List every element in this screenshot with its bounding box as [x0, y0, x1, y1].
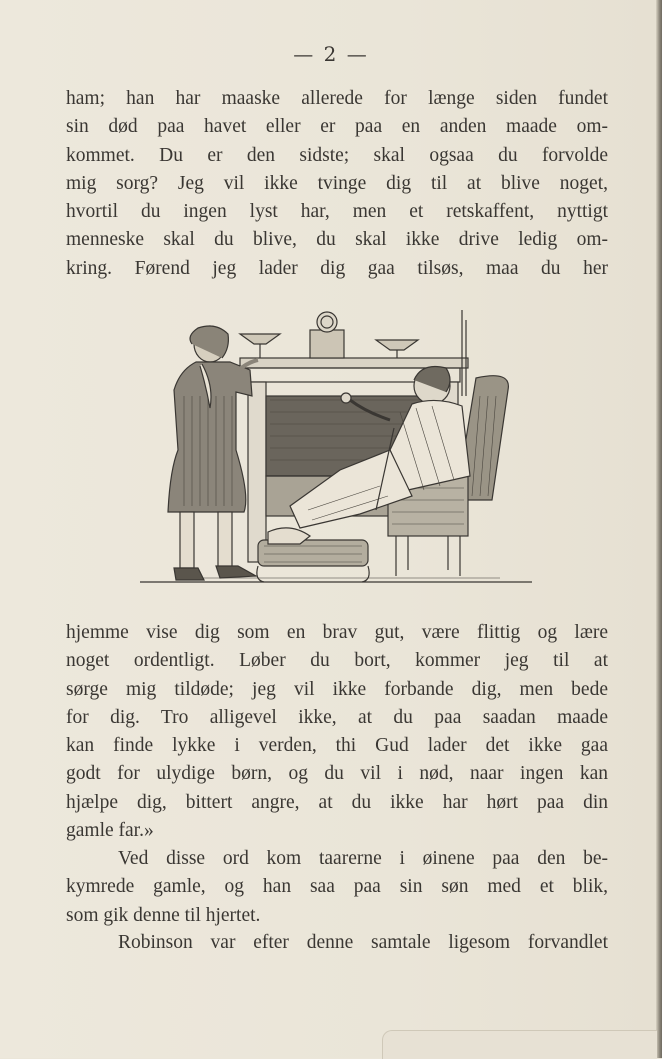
paragraph-tears [66, 845, 608, 930]
text-line: som gik denne til hjertet. [66, 904, 261, 926]
illustration-father-and-son [140, 300, 532, 592]
text-line: sin død paa havet eller er paa en anden maade om- [66, 116, 608, 138]
text-line: Ved disse ord kom taarerne i øinene paa den be- [118, 848, 608, 869]
page-fold [382, 1030, 657, 1059]
paragraph-bottom [66, 619, 608, 845]
text-line: menneske skal du blive, du skal ikke drive ledig om- [66, 229, 608, 251]
text-line: godt for ulydige børn, og du vil i nød, naar ingen kan [66, 763, 608, 785]
paragraph-top [66, 85, 608, 283]
text-line: for dig. Tro alligevel ikke, at du paa saadan maade [66, 706, 608, 728]
text-line: kring. Førend jeg lader dig gaa tilsøs, maa du her [66, 257, 608, 279]
text-line: hjemme vise dig som en brav gut, være flittig og lære [66, 622, 608, 643]
text-line: Robinson var efter denne samtale ligesom forvandlet [118, 932, 608, 953]
page-number: — 2 — [293, 42, 369, 66]
text-line: noget ordentligt. Løber du bort, kommer jeg til at [66, 650, 608, 672]
text-line: gamle far.» [66, 820, 154, 842]
text-line: ham; han har maaske allerede for længe siden fundet [66, 88, 608, 109]
text-line: kommet. Du er den sidste; skal ogsaa du forvolde [66, 144, 608, 166]
text-line: hvortil du ingen lyst har, men et retskaffent, nyttigt [66, 201, 608, 223]
text-line: sørge mig tildøde; jeg vil ikke forbande dig, men bede [66, 678, 608, 700]
text-line: hjælpe dig, bittert angre, at du ikke har hørt paa din [66, 791, 608, 813]
text-line: kymrede gamle, og han saa paa sin søn med et blik, [66, 876, 608, 898]
text-line: kan finde lykke i verden, thi Gud lader det ikke gaa [66, 735, 608, 757]
paragraph-robinson [66, 929, 608, 957]
text-line: mig sorg? Jeg vil ikke tvinge dig til at blive noget, [66, 172, 608, 194]
page-edge [656, 0, 662, 1058]
